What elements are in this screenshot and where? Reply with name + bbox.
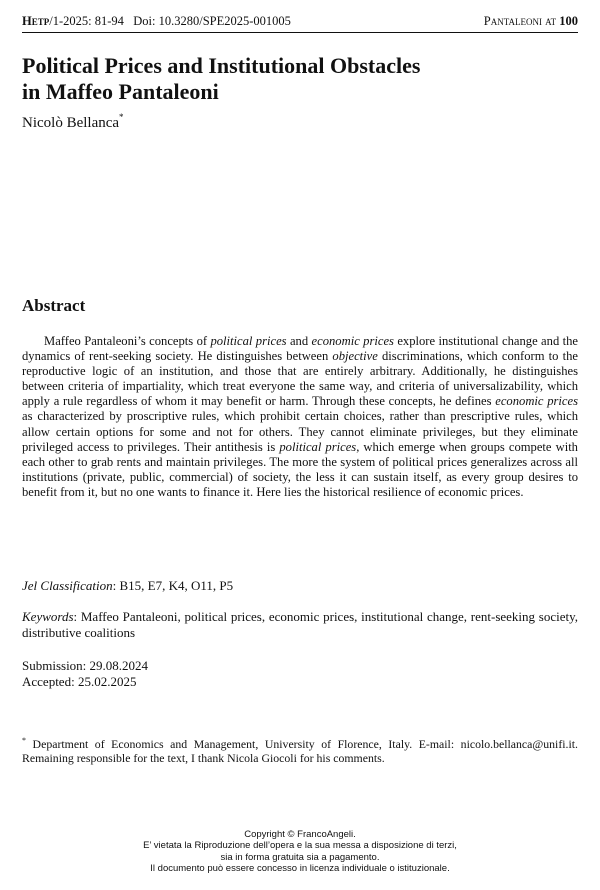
running-head-right — [484, 14, 578, 29]
author-name: Nicolò Bellanca — [22, 115, 120, 131]
jel-classification — [22, 578, 578, 594]
doi: Doi: 10.3280/SPE2025-001005 — [133, 14, 291, 28]
abstract-emphasis: political prices — [279, 439, 357, 454]
footnote-mark: * — [22, 736, 26, 745]
keywords-label: Keywords — [22, 609, 74, 624]
author — [22, 112, 124, 132]
issue-pages: /1-2025: 81-94 — [49, 14, 124, 28]
abstract-emphasis: political prices — [210, 334, 287, 348]
abstract-text: as characterized by proscriptive rules, which prohibit certain choices, rather than prescriptive rules, which allow certain options for some and not for others. They cannot eliminate privileges, but they eliminate privileged access to privileges. Their antithesis is — [22, 409, 578, 454]
jel-label: Jel Classification — [22, 578, 113, 593]
abstract-body — [22, 334, 578, 500]
footnote-text: Department of Economics and Management, University of Florence, Italy. E-mail: nicolo.bellanca@unifi.it. Remaining responsible for the text, I thank Nicola Giocoli for his comments. — [22, 737, 578, 766]
abstract-emphasis: economic prices — [311, 334, 394, 348]
running-head — [22, 14, 578, 32]
submission-date: Submission: 29.08.2024 — [22, 658, 149, 673]
abstract-emphasis: objective — [332, 349, 378, 364]
section-number: 100 — [559, 14, 578, 28]
submission-dates — [22, 658, 148, 690]
title-line-1: Political Prices and Institutional Obstacles — [22, 53, 421, 78]
copyright-line: Il documento può essere concesso in licenza individuale o istituzionale. — [150, 863, 450, 875]
abstract-emphasis: economic prices — [495, 394, 578, 409]
jel-codes: : B15, E7, K4, O11, P5 — [112, 578, 234, 593]
copyright-notice — [22, 829, 578, 875]
keywords-text: : Maffeo Pantaleoni, political prices, economic prices, institutional change, rent-seeking society, distributive coalitions — [22, 609, 578, 640]
journal-abbrev: Hetp — [22, 14, 50, 28]
abstract-heading: Abstract — [22, 296, 86, 315]
section-name: Pantaleoni at — [483, 14, 557, 28]
title-line-2: in Maffeo Pantaleoni — [22, 79, 219, 104]
author-footnote-mark: * — [119, 112, 124, 122]
abstract-text: explore institutional change and the dynamics of rent-seeking society. He distinguishes between — [22, 334, 578, 364]
abstract-text: discriminations, which conform to the reproductive logic of an institution, and those that are entirely arbitrary. Additionally, he distinguishes between criteria of impartiality, which treat everyone the same way, and criteria of universalizability, which apply a rule regardless of whom it may benefit or harm. Through these concepts, he defines — [22, 349, 578, 409]
header-rule — [22, 32, 578, 33]
abstract-text: , which emerge when groups compete with each other to grab rents and maintain privileges. The more the system of political prices generalizes across all institutions (private, public, commercial) of society, the less it can sustain itself, as every group desires to benefit from it, but no one wants to finance it. Here lies the historical resilience of economic prices. — [22, 439, 578, 499]
article-title — [22, 53, 578, 105]
copyright-line: E’ vietata la Riproduzione dell’opera e la sua messa a disposizione di terzi, — [143, 840, 457, 852]
keywords — [22, 609, 578, 641]
author-footnote — [22, 734, 578, 765]
copyright-line: sia in forma gratuita sia a pagamento. — [220, 851, 380, 863]
abstract-text: Maffeo Pantaleoni’s concepts of — [44, 334, 211, 348]
running-head-left — [22, 14, 291, 29]
abstract-text: and — [286, 334, 312, 348]
accepted-date: Accepted: 25.02.2025 — [22, 674, 137, 689]
copyright-line: Copyright © FrancoAngeli. — [244, 829, 356, 840]
